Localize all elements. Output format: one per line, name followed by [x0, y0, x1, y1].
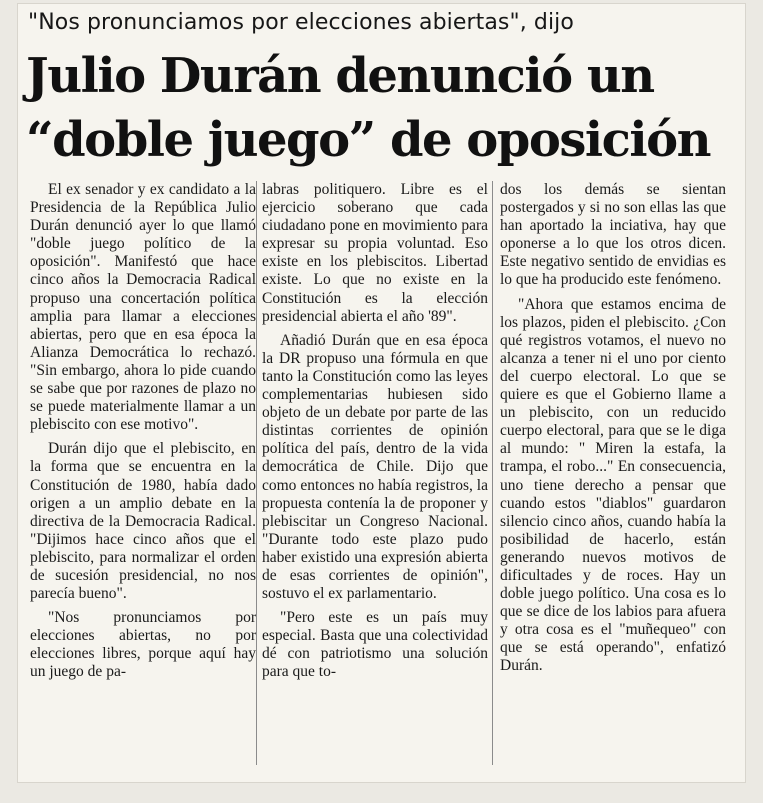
column-divider [492, 181, 493, 765]
paragraph: "Nos pronunciamos por elecciones abiertas, no por elecciones libres, porque aquí hay un juego de pa- [30, 609, 256, 681]
paragraph: "Ahora que estamos encima de los plazos, piden el plebiscito. ¿Con qué registros votamos, el nuevo no alcanza a tener ni el uno por ciento del cuerpo electoral. Lo que se quiere es que el Gobierno llame a un plebiscito, con un reducido cuerpo electoral, para que se le diga al mundo: " Miren la estafa, la trampa, el robo..." En consecuencia, uno tiene derecho a pensar que cuando estos "diablos" guardaron silencio cinco años, cuando había la posibilidad de hacerlo, están generando nuevos motivos de dificultades y de roces. Hay un doble juego político. Una cosa es lo que se dice de los labios para afuera y otra cosa es el "muñequeo" con que se está operando", enfatizó Durán. [500, 295, 726, 675]
paragraph: El ex senador y ex candidato a la Presidencia de la República Julio Durán denunció ayer lo que llamó "doble juego político de la oposición". Manifestó que hace cinco años la Democracia Radical propuso una concertación política amplia para llamar a elecciones abiertas, pero que en esa época la Alianza Democrática lo rechazó. "Sin embargo, ahora lo pide cuando se sabe que por razones de plazo no se puede materialmente llamar a un plebiscito con ese motivo". [30, 181, 256, 434]
column-divider [256, 181, 257, 765]
paragraph: labras politiquero. Libre es el ejercicio soberano que cada ciudadano pone en movimiento para expresar su propia voluntad. Eso existe en los plebiscitos. Libertad existe. Lo que no existe en la Constitución es la elección presidencial abierta el año '89". [262, 181, 488, 325]
newspaper-clipping [18, 4, 745, 782]
kicker: "Nos pronunciamos por elecciones abiertas", dijo [28, 10, 574, 35]
headline-line-2: “doble juego” de oposición [26, 112, 710, 168]
paragraph: Durán dijo que el plebiscito, en la forma que se encuentra en la Constitución de 1980, había dado origen a un amplio debate en la directiva de la Democracia Radical. "Dijimos hace cinco años que el plebiscito, para normalizar el orden de sucesión presidencial, no nos parecía bueno". [30, 440, 256, 603]
paragraph: dos los demás se sientan postergados y si no son ellas las que han aportado la inciativa, hay que oponerse a lo que los otros dicen. Este negativo sentido de envidias es lo que ha producido este fenómeno. [500, 181, 726, 289]
article-column-2 [262, 181, 488, 682]
article-column-3 [500, 181, 726, 676]
paragraph: "Pero este es un país muy especial. Basta que una colectividad dé con patriotismo una solución para que to- [262, 609, 488, 681]
article-column-1 [30, 181, 256, 682]
paragraph: Añadió Durán que en esa época la DR propuso una fórmula en que tanto la Constitución como las leyes complementarias hubiesen sido objeto de un debate por parte de las distintas corrientes de opinión política del país, dentro de la vida democrática de Chile. Dijo que como entonces no había registros, la propuesta contenía la de proponer y plebiscitar un Congreso Nacional. "Durante todo este plazo pudo haber existido una expresión abierta de esas corrientes de opinión", sostuvo el ex parlamentario. [262, 331, 488, 603]
headline-line-1: Julio Durán denunció un [26, 48, 654, 104]
